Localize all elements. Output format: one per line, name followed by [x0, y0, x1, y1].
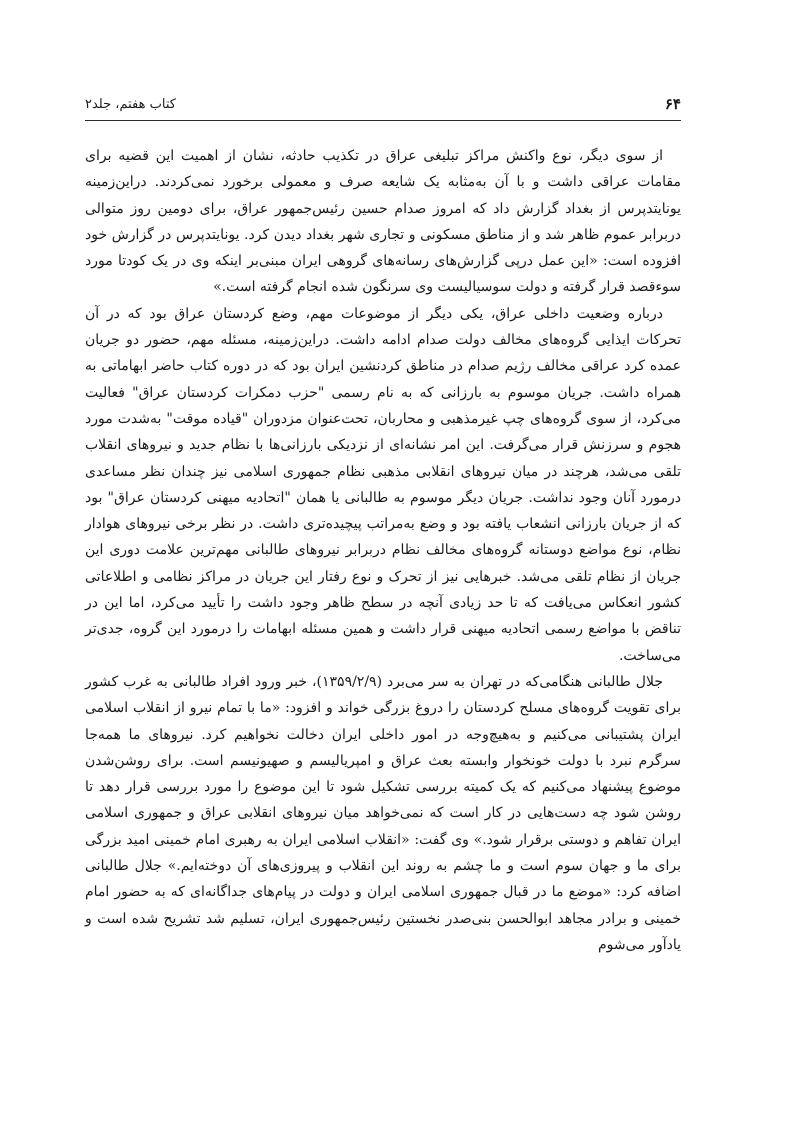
- running-header: [85, 92, 681, 116]
- paragraph-1: از سوی دیگر، نوع واکنش مراکز تبلیغی عراق در تکذیب حادثه، نشان از اهمیت این قضیه برای مقامات عراقی داشت و با آن به‌مثابه یک شایعه صرف و معمولی برخورد نمی‌کردند. دراین‌زمینه یونایتدپرس از بغداد گزارش داد که امروز صدام حسین رئیس‌جمهور عراق، برای دومین روز متوالی دربرابر عموم ظاهر شد و از مناطق مسکونی و تجاری شهر بغداد دیدن کرد. یونایتدپرس در گزارش خود افزوده است: «این عمل درپی گزارش‌های رسانه‌های گروهی ایران مبنی‌بر اینکه وی در یک کودتا مورد سوءقصد قرار گرفته و دولت سوسیالیست وی سرنگون شده انجام گرفته است.»: [85, 148, 681, 296]
- header-divider: [85, 120, 681, 121]
- paragraph-3: جلال طالبانی هنگامی‌که در تهران به سر می‌برد (۱۳۵۹/۲/۹)، خبر ورود افراد طالبانی به غرب کشور برای تقویت گروه‌های مسلح کردستان را دروغ بزرگی خواند و افزود: «ما با تمام نیرو از انقلاب اسلامی ایران پشتیبانی می‌کنیم و به‌هیچ‌وجه در امور داخلی ایران دخالت نخواهیم کرد. نیروهای ما همه‌جا سرگرم نبرد با دولت خونخوار وابسته بعث عراق و امپریالیسم و صهیونیسم است. برای روشن‌شدن موضوع پیشنهاد می‌کنیم که یک کمیته بررسی تشکیل شود تا این موضوع را مورد بررسی قرار دهد تا روشن شود چه دست‌هایی در کار است که نمی‌خواهد میان نیروهای انقلابی عراق و جمهوری اسلامی ایران تفاهم و دوستی برقرار شود.» وی گفت: «انقلاب اسلامی ایران به رهبری امام خمینی امید بزرگی برای ما و جهان سوم است و ما چشم به روند این انقلاب و پیروزی‌های آن دوخته‌ایم.» جلال طالبانی اضافه کرد: «موضع ما در قبال جمهوری اسلامی ایران و دولت در پیام‌های جداگانه‌ای که به حضور امام خمینی و برادر مجاهد ابوالحسن بنی‌صدر نخستین رئیس‌جمهوری ایران، تسلیم شد تشریح شده است و یادآور می‌شوم: [85, 673, 681, 953]
- book-title: کتاب هفتم، جلد۲: [85, 96, 176, 112]
- body-text: [85, 143, 681, 958]
- paragraph-2: درباره وضعیت داخلی عراق، یکی دیگر از موضوعات مهم، وضع کردستان عراق بود که در آن تحرکات ایذایی گروه‌های مخالف دولت صدام ادامه داشت. دراین‌زمینه، مسئله مهم، حضور دو جریان عمده کرد عراقی مخالف رژیم صدام در مناطق کردنشین ایران بود که در دوره کتاب حاضر ابهاماتی به همراه داشت. جریان موسوم به بارزانی که به نام رسمی "حزب دمکرات کردستان عراق" فعالیت می‌کرد، از سوی گروه‌های چپ غیرمذهبی و محاربان، تحت‌عنوان مزدوران "قیاده موقت" به‌شدت مورد هجوم و سرزنش قرار می‌گرفت. این امر نشانه‌ای از نزدیکی بارزانی‌ها با نظام جدید و نیروهای انقلاب تلقی می‌شد، هرچند در میان نیروهای انقلابی مذهبی نظام جمهوری اسلامی نیز چندان نظر مساعدی درمورد آنان وجود نداشت. جریان دیگر موسوم به طالبانی یا همان "اتحادیه میهنی کردستان عراق" بود که از جریان بارزانی انشعاب یافته بود و وضع به‌مراتب پیچیده‌تری داشت. در نظر برخی نیروهای هوادار نظام، نوع مواضع دوستانه گروه‌های مخالف نظام دربرابر نیروهای طالبانی مهم‌ترین علامت دوری این جریان از نظام تلقی می‌شد. خبرهایی نیز از تحرک و نوع رفتار این جریان در مراکز نظامی و اطلاعاتی کشور انعکاس می‌یافت که تا حد زیادی آنچه در سطح ظاهر وجود داشت را تأیید می‌کرد، اما این در تناقض با مواضع رسمی اتحادیه میهنی قرار داشت و همین مسئله ابهامات را درمورد این گروه، جدی‌تر می‌ساخت.: [85, 305, 682, 664]
- page-number: ۶۴: [664, 95, 681, 113]
